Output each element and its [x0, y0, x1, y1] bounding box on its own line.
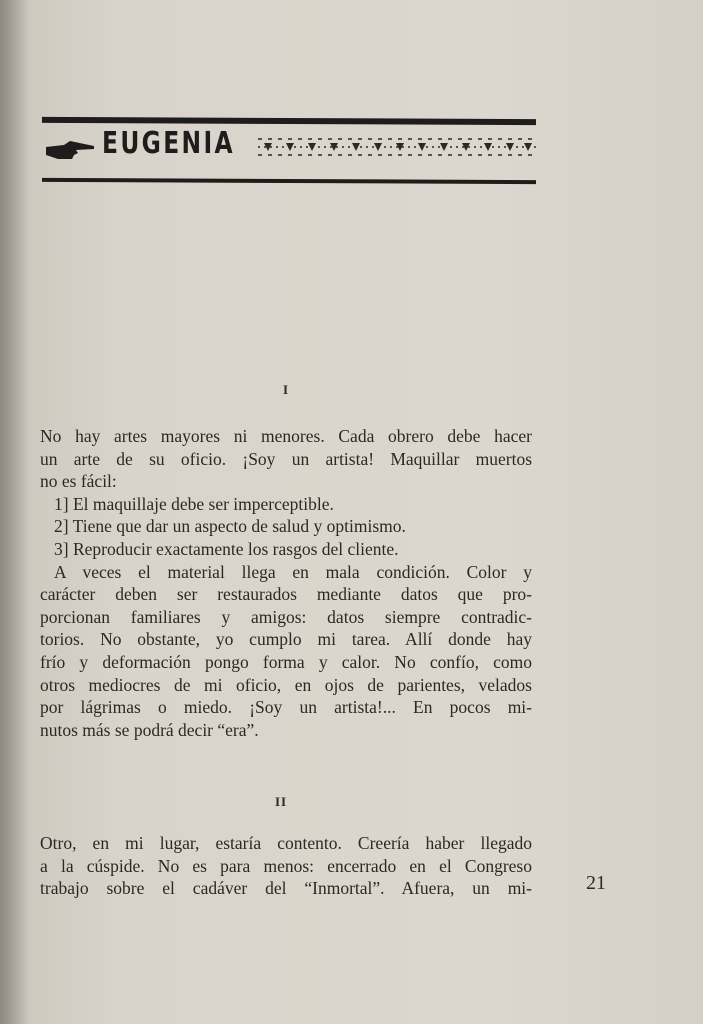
section-1-text: [40, 425, 532, 741]
text-line: por lágrimas o miedo. ¡Soy un artista!... En pocos mi-: [40, 697, 532, 718]
stars-ornament: [256, 133, 538, 161]
text-line: un arte de su oficio. ¡Soy un artista! Maquillar muertos: [40, 448, 532, 469]
list-item: 1] El maquillaje debe ser imperceptible.: [54, 493, 334, 514]
chapter-title: EUGENIA: [102, 126, 235, 161]
text-line: trabajo sobre el cadáver del “Inmortal”. Afuera, un mi-: [40, 878, 532, 899]
text-line: no es fácil:: [40, 471, 117, 492]
section-2-text: [40, 832, 532, 900]
header-rule-bottom: [42, 178, 536, 184]
text-line: A veces el material llega en mala condición. Color y: [54, 561, 532, 582]
header-rule-top: [42, 117, 536, 125]
pointing-hand-icon: [44, 138, 96, 162]
section-number-2: II: [275, 794, 288, 809]
section-number-1: I: [283, 382, 290, 397]
page-gutter-shadow: [0, 0, 30, 1024]
text-line: Otro, en mi lugar, estaría contento. Creería haber llegado: [40, 833, 532, 853]
text-line: nutos más se podrá decir “era”.: [40, 719, 259, 740]
text-line: torios. No obstante, yo cumplo mi tarea. Allí donde hay: [40, 629, 532, 650]
text-line: a la cúspide. No es para menos: encerrado en el Congreso: [40, 855, 532, 876]
text-line: frío y deformación pongo forma y calor. No confío, como: [40, 651, 532, 672]
text-line: carácter deben ser restaurados mediante datos que pro-: [40, 584, 532, 605]
text-line: porcionan familiares y amigos: datos siempre contradic-: [40, 606, 532, 627]
list-item: 3] Reproducir exactamente los rasgos del cliente.: [54, 538, 399, 559]
list-item: 2] Tiene que dar un aspecto de salud y optimismo.: [54, 516, 406, 537]
text-line: otros mediocres de mi oficio, en ojos de parientes, velados: [40, 674, 532, 695]
text-line: No hay artes mayores ni menores. Cada obrero debe hacer: [40, 426, 532, 446]
page-number: 21: [586, 872, 606, 894]
